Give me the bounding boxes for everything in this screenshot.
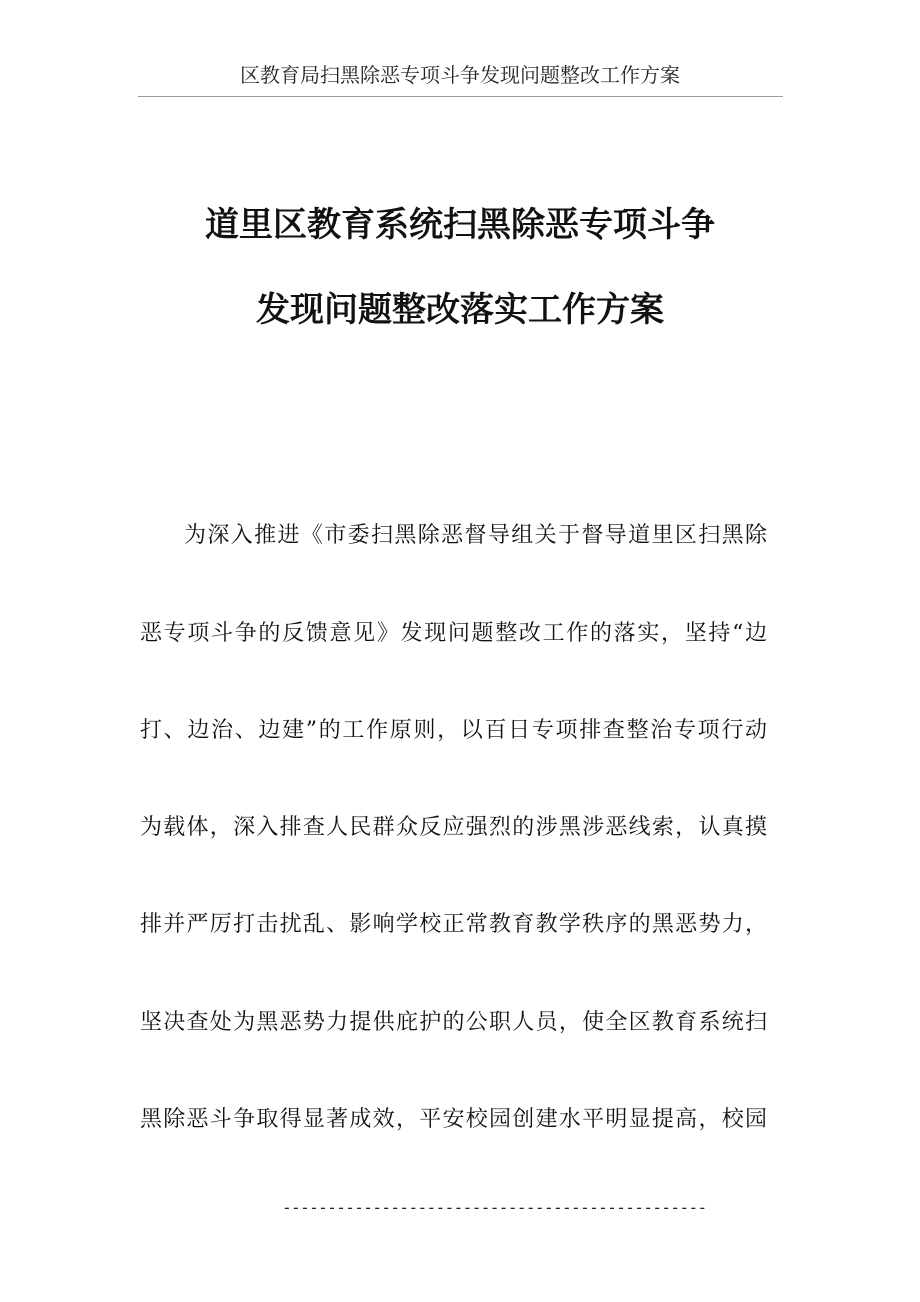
footer-dashed-rule: ----------------------------------------------- xyxy=(282,1198,707,1217)
document-title-line-2: 发现问题整改落实工作方案 xyxy=(256,290,664,330)
body-paragraph-line: 黑除恶斗争取得显著成效，平安校园创建水平明显提高，校园 xyxy=(140,1107,767,1132)
body-paragraph-line: 排并严厉打击扰乱、影响学校正常教育教学秩序的黑恶势力， xyxy=(140,912,767,937)
document-title-line-1: 道里区教育系统扫黑除恶专项斗争 xyxy=(205,205,715,245)
body-paragraph-line: 为深入推进《市委扫黑除恶督导组关于督导道里区扫黑除 xyxy=(184,523,767,548)
running-header-title: 区教育局扫黑除恶专项斗争发现问题整改工作方案 xyxy=(240,63,680,87)
body-paragraph-line: 恶专项斗争的反馈意见》发现问题整改工作的落实，坚持“边 xyxy=(140,621,767,646)
body-paragraph-line: 打、边治、边建”的工作原则，以百日专项排查整治专项行动 xyxy=(140,718,767,743)
header-divider xyxy=(138,96,783,97)
body-paragraph-line: 坚决查处为黑恶势力提供庇护的公职人员，使全区教育系统扫 xyxy=(140,1010,767,1035)
body-paragraph-line: 为载体，深入排查人民群众反应强烈的涉黑涉恶线索，认真摸 xyxy=(140,815,767,840)
